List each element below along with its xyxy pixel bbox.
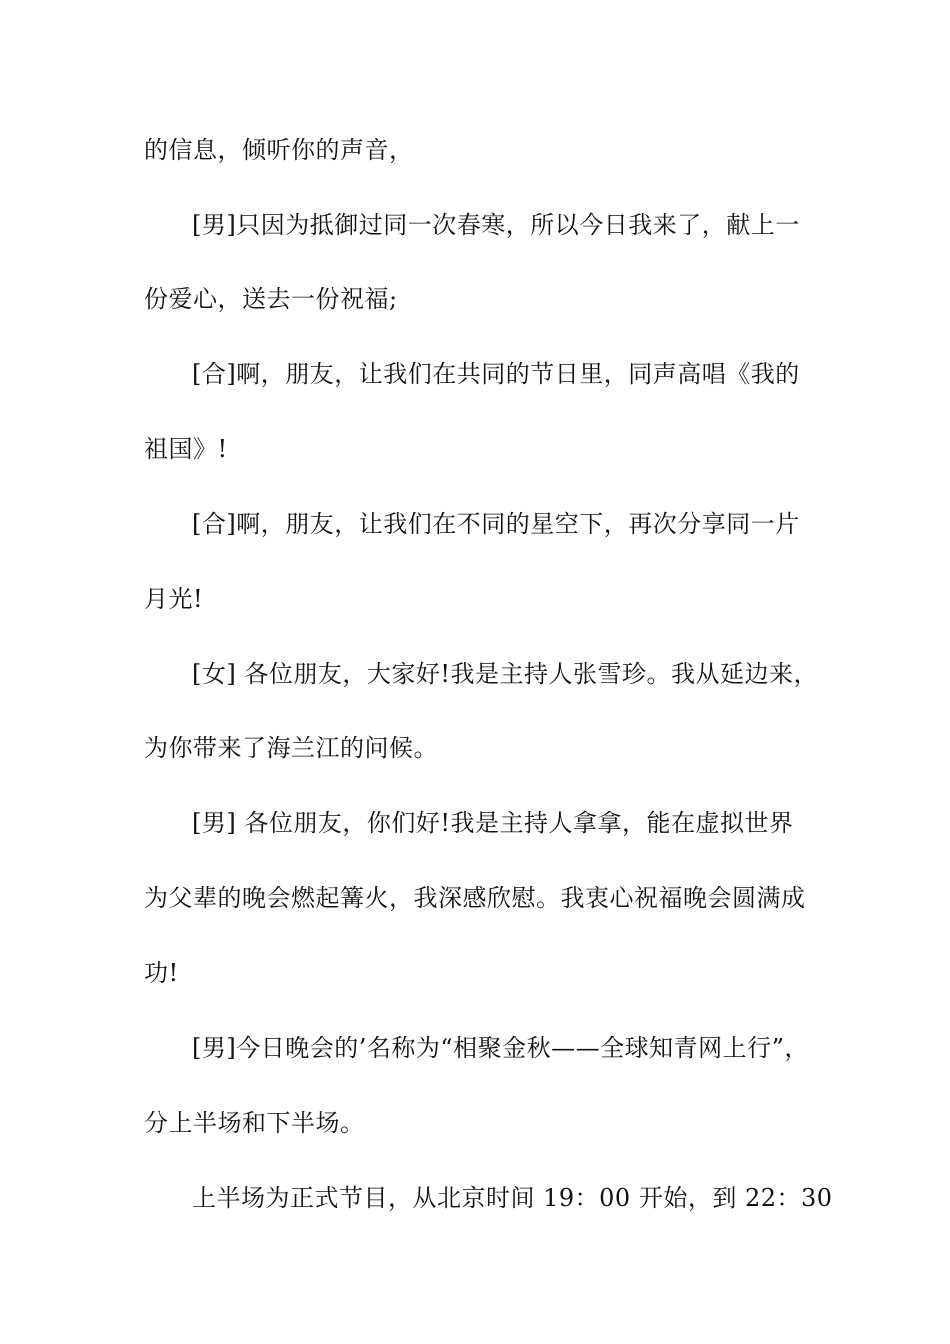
text-line: [合]啊，朋友，让我们在不同的星空下，再次分享同一片: [192, 510, 800, 538]
text-line: [男] 各位朋友，你们好!我是主持人拿拿，能在虚拟世界: [192, 809, 794, 837]
text-line: 月光!: [144, 585, 204, 613]
text-line: 分上半场和下半场。: [144, 1109, 365, 1137]
text-line: [男]只因为抵御过同一次春寒，所以今日我来了，献上一: [192, 211, 800, 239]
text-line: 祖国》!: [144, 435, 228, 463]
text-line: [男]今日晚会的’名称为“相聚金秋——全球知青网上行”，: [192, 1034, 809, 1062]
text-line: 的信息，倾听你的声音，: [144, 136, 414, 164]
text-line: [合]啊，朋友，让我们在共同的节日里，同声高唱《我的: [192, 360, 800, 388]
text-line: 为你带来了海兰江的问候。: [144, 734, 438, 762]
text-line: 功!: [144, 959, 179, 987]
text-line: [女] 各位朋友，大家好!我是主持人张雪珍。我从延边来，: [192, 660, 818, 688]
text-line: 上半场为正式节目，从北京时间 19：00 开始，到 22：30: [192, 1184, 833, 1212]
text-line: 份爱心，送去一份祝福;: [144, 285, 398, 313]
text-line: 为父辈的晚会燃起篝火，我深感欣慰。我衷心祝福晚会圆满成: [144, 884, 806, 912]
